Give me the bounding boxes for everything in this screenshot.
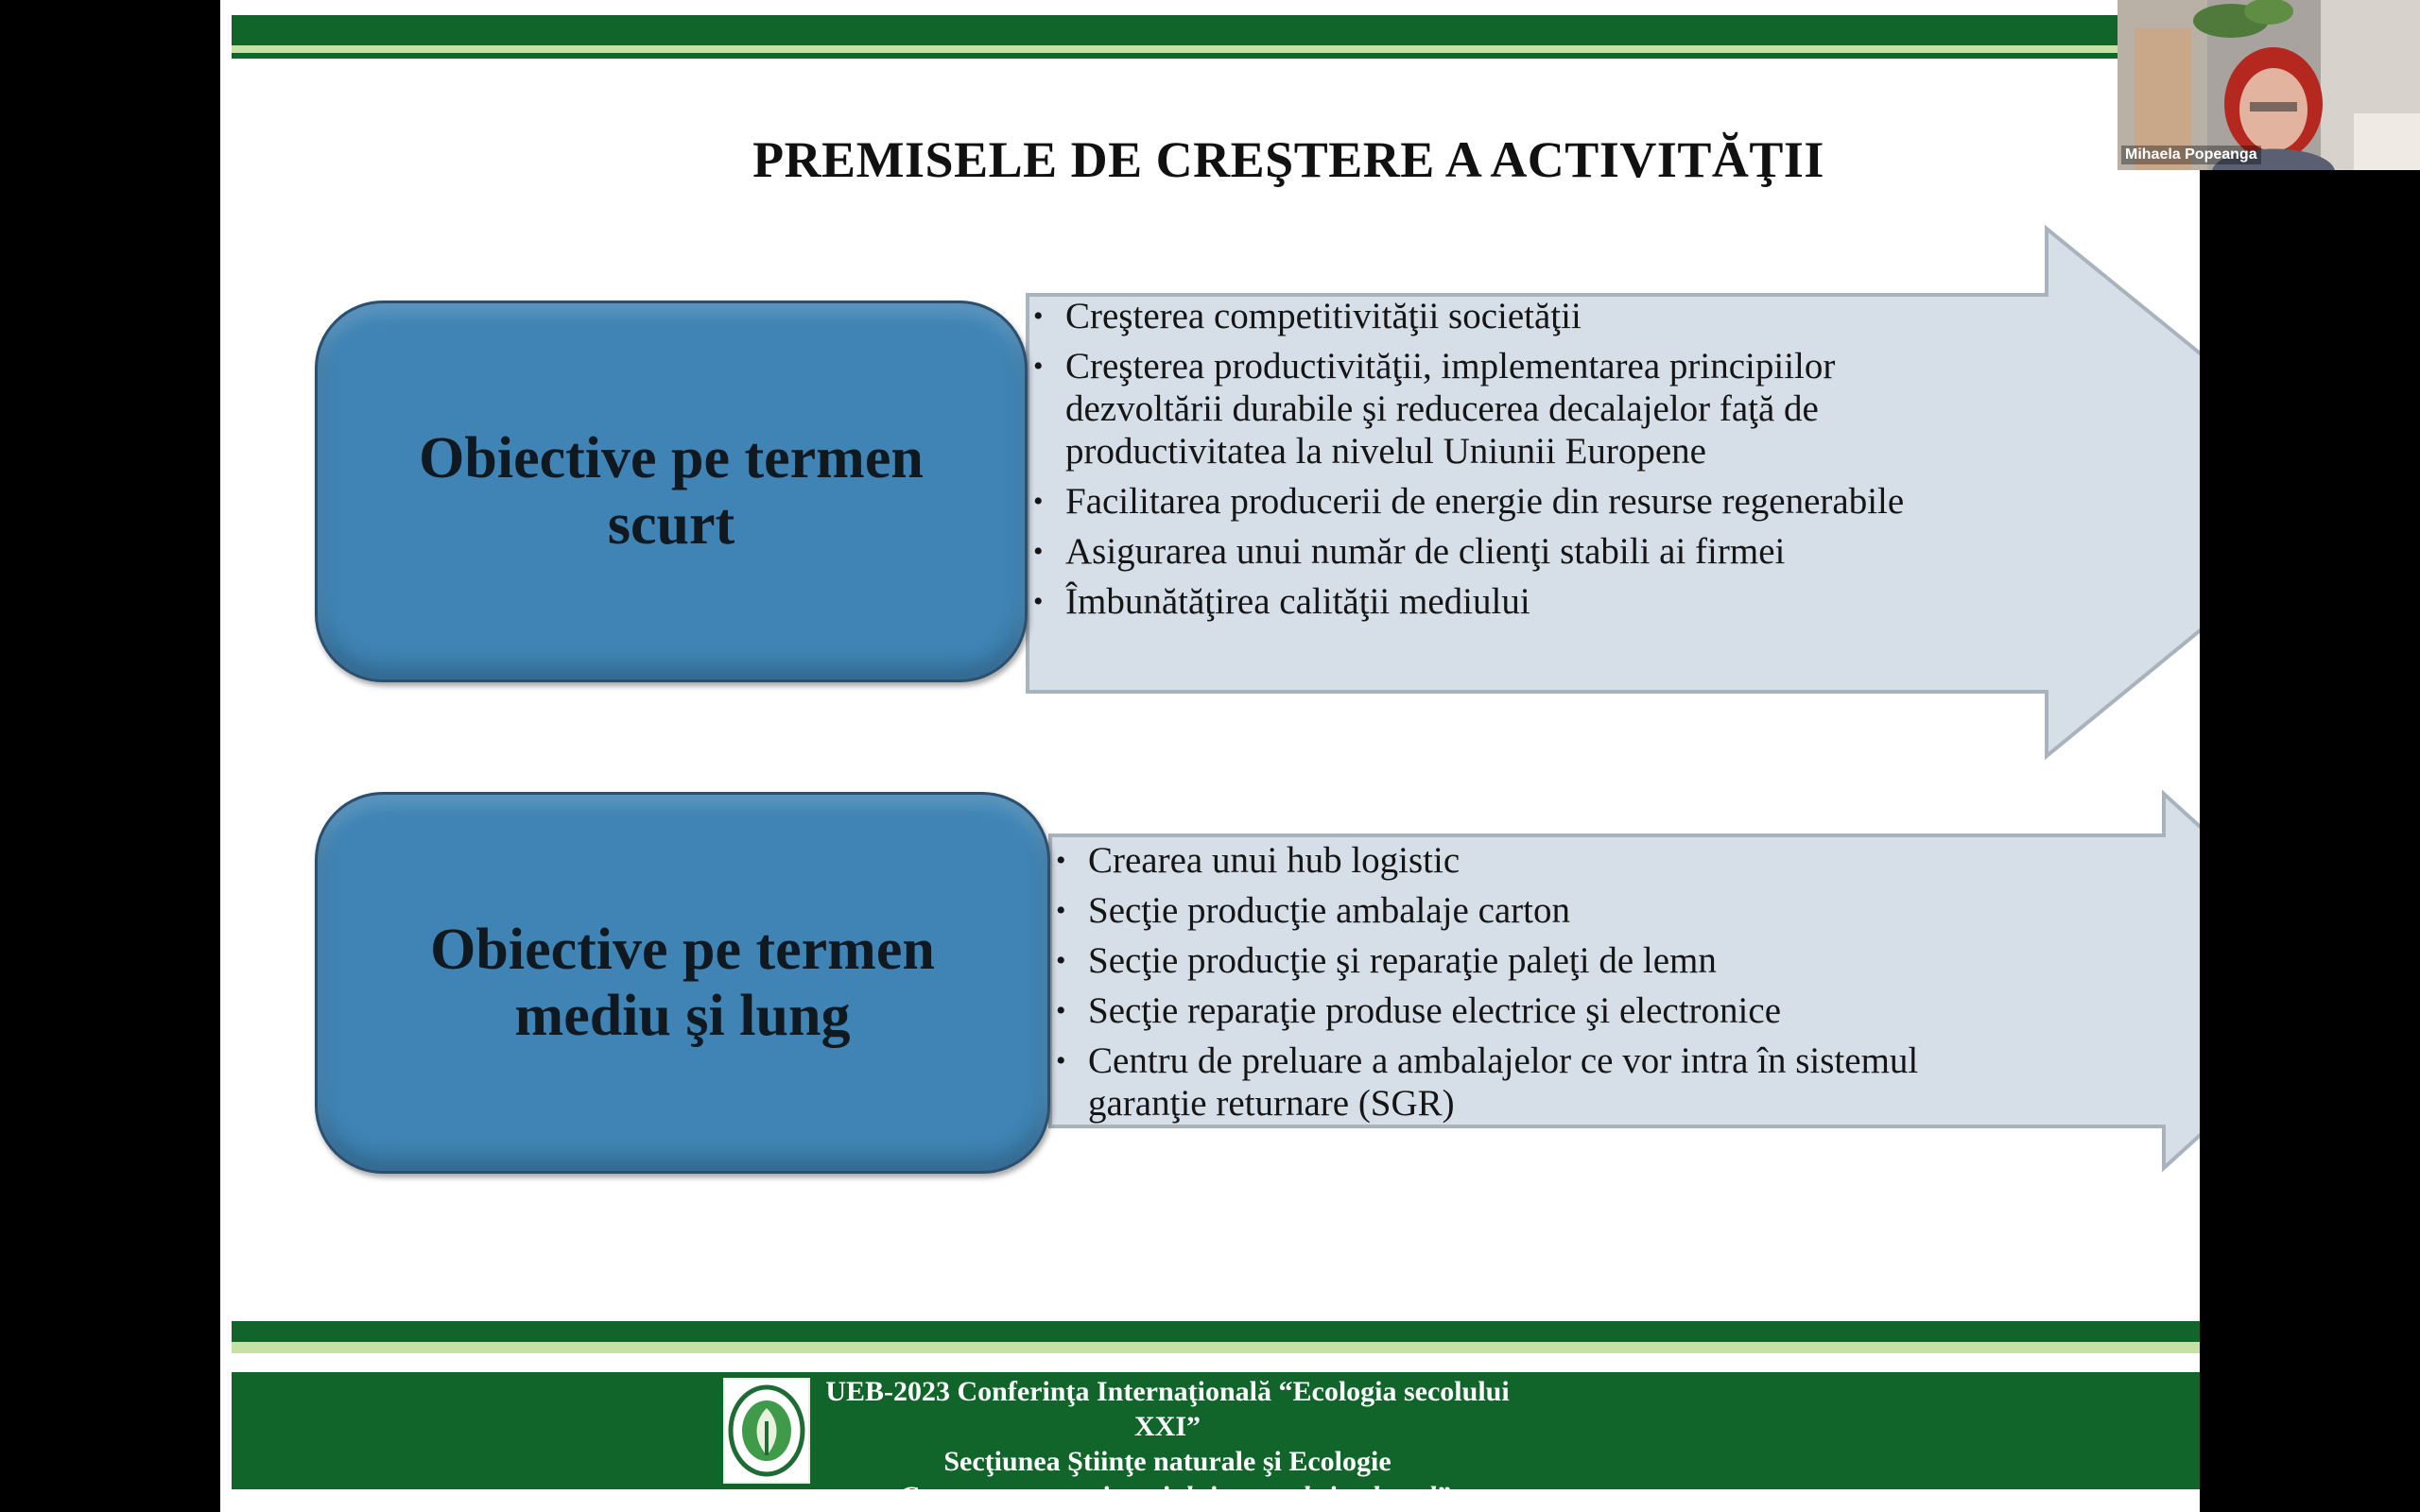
bullet-item: • Crearea unui hub logistic	[1056, 839, 1945, 882]
participant-video-tile[interactable]	[2118, 0, 2420, 170]
bullet-item: • Creşterea competitivităţii societăţii	[1033, 295, 1979, 337]
participant-video-image	[2118, 0, 2420, 170]
participant-name: Mihaela Popeanga	[2121, 146, 2261, 164]
bullet-item: • Facilitarea producerii de energie din resurse regenerabile	[1033, 480, 1979, 523]
footer-theme: „Conservarea patrimoniului natural şi cultural”	[884, 1481, 1451, 1512]
long-term-objectives-box	[315, 792, 1050, 1174]
slide-footer	[232, 1372, 2200, 1512]
short-term-label: Obiective pe termen scurt	[419, 426, 924, 557]
top-green-stripe	[232, 53, 2200, 59]
bottom-white-band	[232, 1353, 2200, 1359]
long-term-bullet-list	[1056, 839, 1945, 1132]
short-term-objectives-box	[315, 301, 1028, 682]
top-green-band	[232, 15, 2200, 45]
footer-conference-title: UEB-2023 Conferinţa Internaţională “Ecologia secolului XXI”	[825, 1376, 1510, 1442]
bottom-light-band	[232, 1342, 2200, 1353]
bullet-item: • Centru de preluare a ambalajelor ce vor intra în sistemul garanţie returnare (SGR)	[1056, 1040, 1945, 1125]
footer-text	[818, 1374, 1517, 1512]
top-light-band	[232, 45, 2200, 53]
slide-title: PREMISELE DE CREŞTERE A ACTIVITĂŢII	[752, 131, 1824, 188]
bullet-item: • Secţie producţie ambalaje carton	[1056, 889, 1945, 932]
footer-section-name: Secţiunea Ştiinţe naturale şi Ecologie	[943, 1446, 1392, 1477]
short-term-bullet-list	[1033, 295, 1979, 630]
bullet-item: • Îmbunătăţirea calităţii mediului	[1033, 580, 1979, 623]
bottom-green-band	[232, 1321, 2200, 1342]
bullet-item: • Secţie reparaţie produse electrice şi electronice	[1056, 989, 1945, 1032]
bullet-item: • Secţie producţie şi reparaţie paleţi de lemn	[1056, 939, 1945, 982]
presentation-slide	[220, 0, 2200, 1512]
conference-logo-icon	[723, 1378, 810, 1484]
bullet-item: • Creşterea productivităţii, implementarea principiilor dezvoltării durabile şi reducerea decalajelor faţă de productivitatea la nivelul Uniunii Europene	[1033, 345, 1979, 472]
bullet-item: • Asigurarea unui număr de clienţi stabili ai firmei	[1033, 530, 1979, 573]
long-term-label: Obiective pe termen mediu şi lung	[430, 918, 935, 1048]
